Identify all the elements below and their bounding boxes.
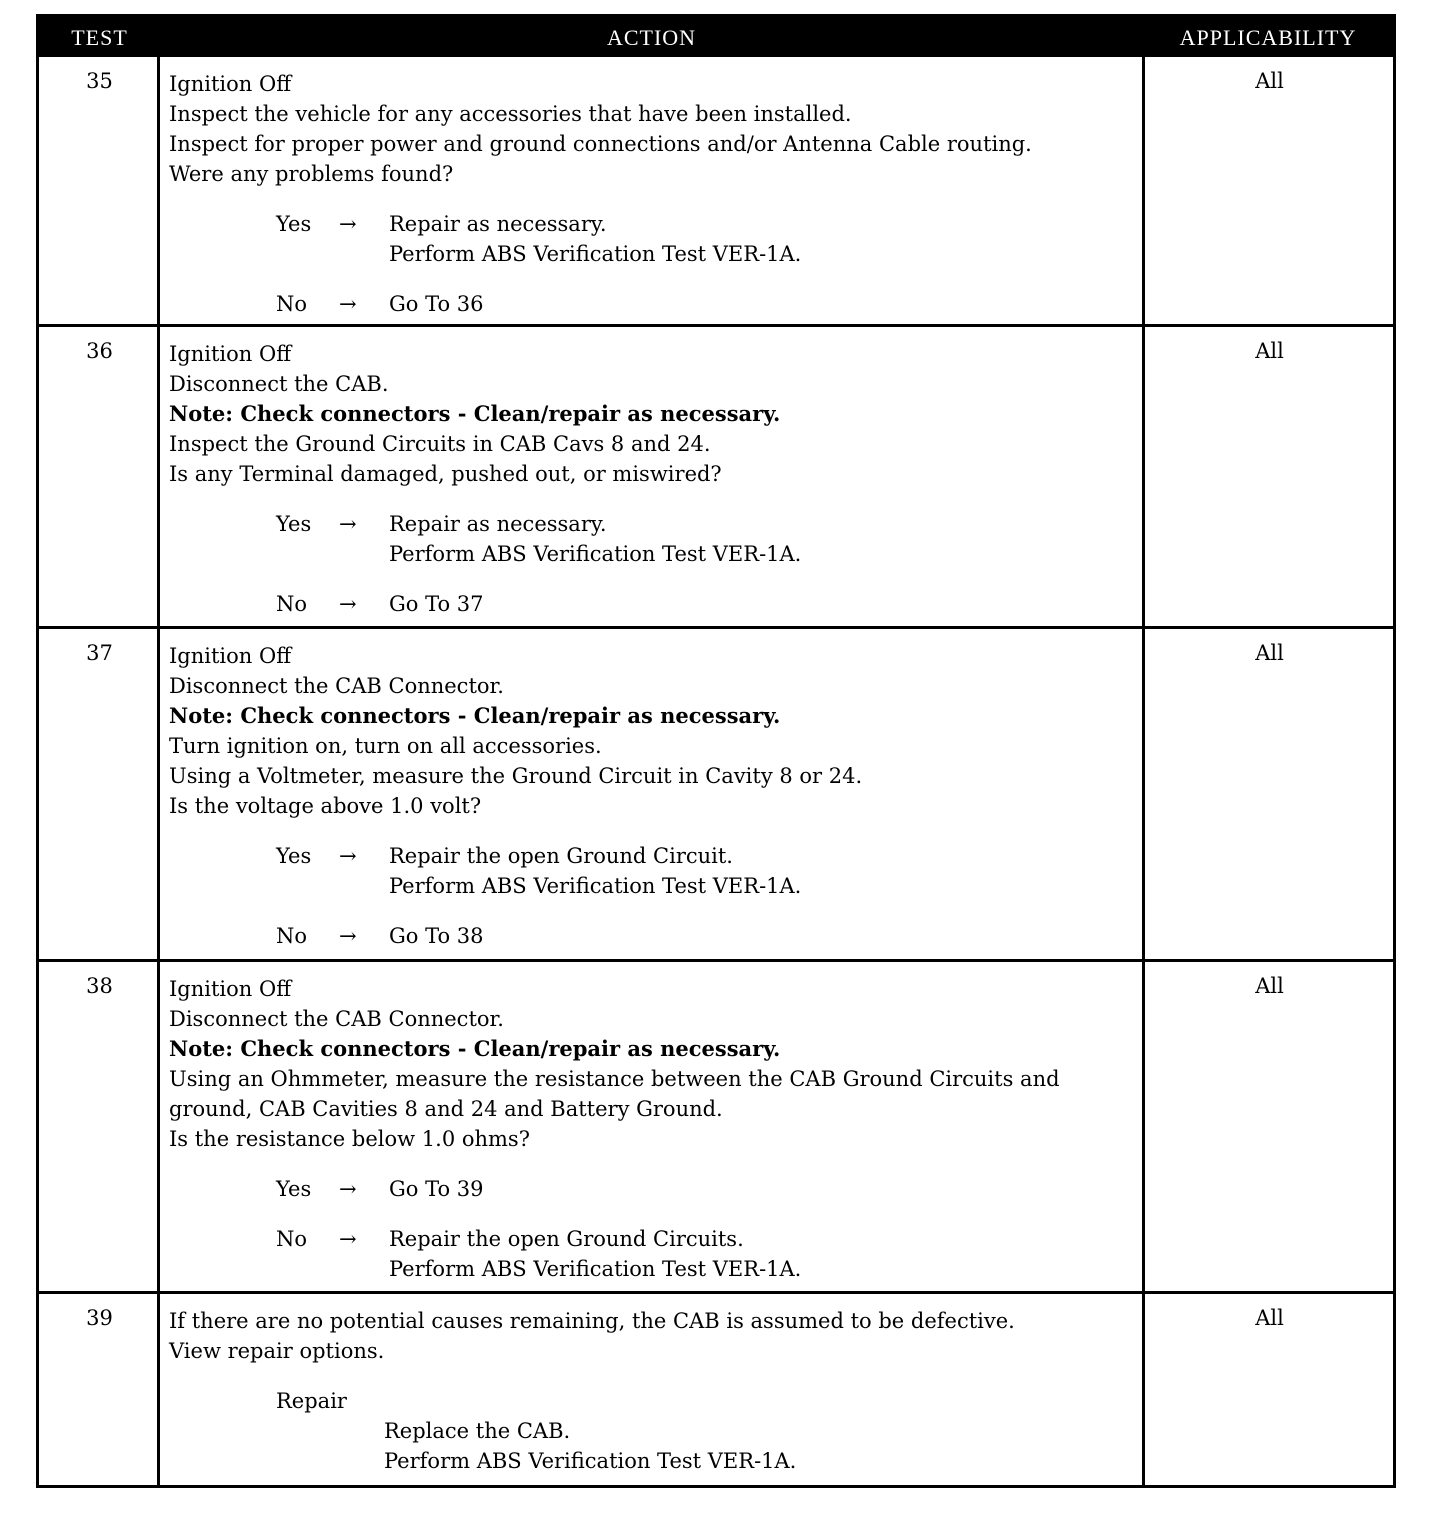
no-result: Go To 37 [389,592,484,616]
action-cell [169,1306,1144,1476]
no-branch [169,921,1144,951]
repair-step-text: Replace the CAB. [384,1419,571,1443]
row-divider [39,324,1393,327]
instruction-text: ground, CAB Cavities 8 and 24 and Battery Ground. [169,1097,723,1121]
test-number: 35 [86,69,113,93]
instruction-text: Ignition Off [169,72,292,96]
yes-result-line: Perform ABS Verification Test VER-1A. [389,874,802,898]
test-number: 38 [86,974,113,998]
instruction-text: Is any Terminal damaged, pushed out, or miswired? [169,462,722,486]
instruction-text: If there are no potential causes remaining, the CAB is assumed to be defective. [169,1309,1015,1333]
yes-branch [169,509,1144,539]
instruction-text: Ignition Off [169,644,292,668]
instruction-text: Is the voltage above 1.0 volt? [169,794,482,818]
arrow-icon: → [339,924,357,948]
yes-label: Yes [276,512,312,536]
test-number: 39 [86,1306,113,1330]
instruction-text: Disconnect the CAB Connector. [169,674,504,698]
instruction-text: Is the resistance below 1.0 ohms? [169,1127,530,1151]
arrow-icon: → [339,292,357,316]
yes-label: Yes [276,844,312,868]
yes-result: Repair the open Ground Circuit. [389,844,733,868]
test-number: 37 [86,641,113,665]
instruction-text: Using an Ohmmeter, measure the resistance between the CAB Ground Circuits and [169,1067,1060,1091]
action-cell [169,339,1144,619]
no-label: No [276,592,308,616]
yes-result: Go To 39 [389,1177,484,1201]
no-result-continued [169,1254,1144,1284]
applicability-value: All [1255,1306,1284,1330]
no-result: Go To 38 [389,924,484,948]
note-text: Note: Check connectors - Clean/repair as necessary. [169,401,781,426]
repair-options [169,1386,1144,1416]
instruction-text: Inspect for proper power and ground connections and/or Antenna Cable routing. [169,132,1032,156]
no-branch [169,289,1144,319]
yes-label: Yes [276,1177,312,1201]
table-row [39,962,1393,1294]
yes-result-continued [169,871,1144,901]
instruction-text: Disconnect the CAB Connector. [169,1007,504,1031]
yes-result: Repair as necessary. [389,212,607,236]
arrow-icon: → [339,592,357,616]
instruction-text: View repair options. [169,1339,385,1363]
repair-step [169,1446,1144,1476]
test-number: 36 [86,339,113,363]
arrow-icon: → [339,512,357,536]
yes-result-continued [169,539,1144,569]
action-cell [169,974,1144,1284]
arrow-icon: → [339,844,357,868]
yes-branch [169,841,1144,871]
header-action: ACTION [606,25,697,50]
no-result: Repair the open Ground Circuits. [389,1227,744,1251]
applicability-value: All [1255,339,1284,363]
header-test: TEST [71,25,128,50]
no-label: No [276,1227,308,1251]
repair-step [169,1416,1144,1446]
no-branch [169,1224,1144,1254]
yes-result: Repair as necessary. [389,512,607,536]
repair-label: Repair [276,1389,347,1413]
yes-label: Yes [276,212,312,236]
action-cell [169,69,1144,319]
instruction-text: Ignition Off [169,977,292,1001]
arrow-icon: → [339,1227,357,1251]
note-text: Note: Check connectors - Clean/repair as necessary. [169,1036,781,1061]
table-row [39,629,1393,962]
no-branch [169,589,1144,619]
yes-result-line: Perform ABS Verification Test VER-1A. [389,242,802,266]
note-text: Note: Check connectors - Clean/repair as necessary. [169,703,781,728]
no-label: No [276,292,308,316]
arrow-icon: → [339,1177,357,1201]
table-header [39,17,1393,57]
row-divider [39,626,1393,629]
instruction-text: Were any problems found? [169,162,454,186]
action-cell [169,641,1144,951]
no-result-line: Perform ABS Verification Test VER-1A. [389,1257,802,1281]
table-row [39,327,1393,629]
applicability-value: All [1255,69,1284,93]
yes-branch [169,209,1144,239]
instruction-text: Using a Voltmeter, measure the Ground Circuit in Cavity 8 or 24. [169,764,863,788]
applicability-value: All [1255,641,1284,665]
row-divider [39,1291,1393,1294]
instruction-text: Disconnect the CAB. [169,372,389,396]
yes-branch [169,1174,1144,1204]
repair-step-text: Perform ABS Verification Test VER-1A. [384,1449,797,1473]
table-row [39,1294,1393,1488]
header-applicability: APPLICABILITY [1179,25,1357,50]
no-label: No [276,924,308,948]
instruction-text: Inspect the vehicle for any accessories that have been installed. [169,102,852,126]
diagnostic-table [36,14,1396,1488]
no-result: Go To 36 [389,292,484,316]
instruction-text: Turn ignition on, turn on all accessories. [169,734,602,758]
yes-result-continued [169,239,1144,269]
instruction-text: Ignition Off [169,342,292,366]
row-divider [39,959,1393,962]
instruction-text: Inspect the Ground Circuits in CAB Cavs 8 and 24. [169,432,711,456]
yes-result-line: Perform ABS Verification Test VER-1A. [389,542,802,566]
table-row [39,57,1393,327]
applicability-value: All [1255,974,1284,998]
arrow-icon: → [339,212,357,236]
